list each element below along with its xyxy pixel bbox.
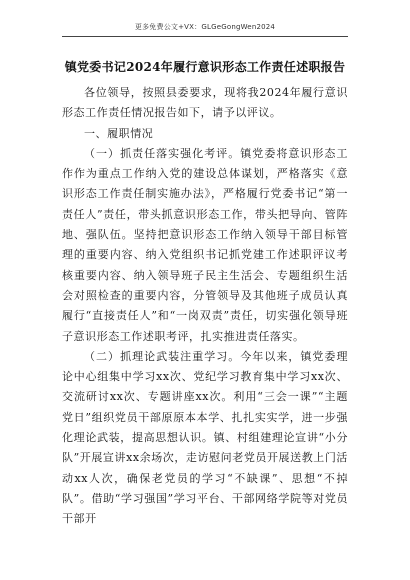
- greeting-paragraph: 各位领导，按照县委要求，现将我2024年履行意识形态工作责任情况报告如下，请予以评议。: [62, 86, 348, 120]
- document-body: [62, 83, 348, 530]
- header-divider: [62, 36, 348, 37]
- paragraph-theory-study: （二）抓理论武装注重学习。今年以来，镇党委理论中心组集中学习xx次、党纪学习教育集中学习xx次、交流研讨xx次、专题讲座xx次。利用“三会一课”“主题党日”组织党员干部原原本本学、扎扎实实学，进一步强化理论武装，提高思想认识。镇、村组建理论宣讲“小分队”开展宣讲xx余场次，走访慰问老党员开展送教上门活动xx人次，确保老党员的学习“不缺课”、思想“不掉队”。借助“学习强国”学习平台、干部网络学院等对党员干部开: [62, 349, 348, 526]
- paragraph-responsibility: （一）抓责任落实强化考评。镇党委将意识形态工作作为重点工作纳入党的建设总体谋划，严格落实《意识形态工作责任制实施办法》，严格履行党委书记“第一责任人”责任，带头抓意识形态工作，带头把导向、管阵地、强队伍。坚持把意识形态工作纳入领导干部目标管理的重要内容、纳入党组织书记抓党建工作述职评议考核重要内容、纳入领导班子民主生活会、专题组织生活会对照检查的重要内容，分管领导及其他班子成员认真履行“直接责任人”和“一岗双责”责任，切实强化领导班子意识形态工作述职考评，扎实推进责任落实。: [62, 146, 348, 343]
- header-note: 更多免费公文+VX：GLGeGongWen2024: [134, 23, 276, 31]
- section-heading: 一、履职情况: [84, 126, 154, 140]
- document-title: 镇党委书记2024年履行意识形态工作责任述职报告: [64, 60, 346, 74]
